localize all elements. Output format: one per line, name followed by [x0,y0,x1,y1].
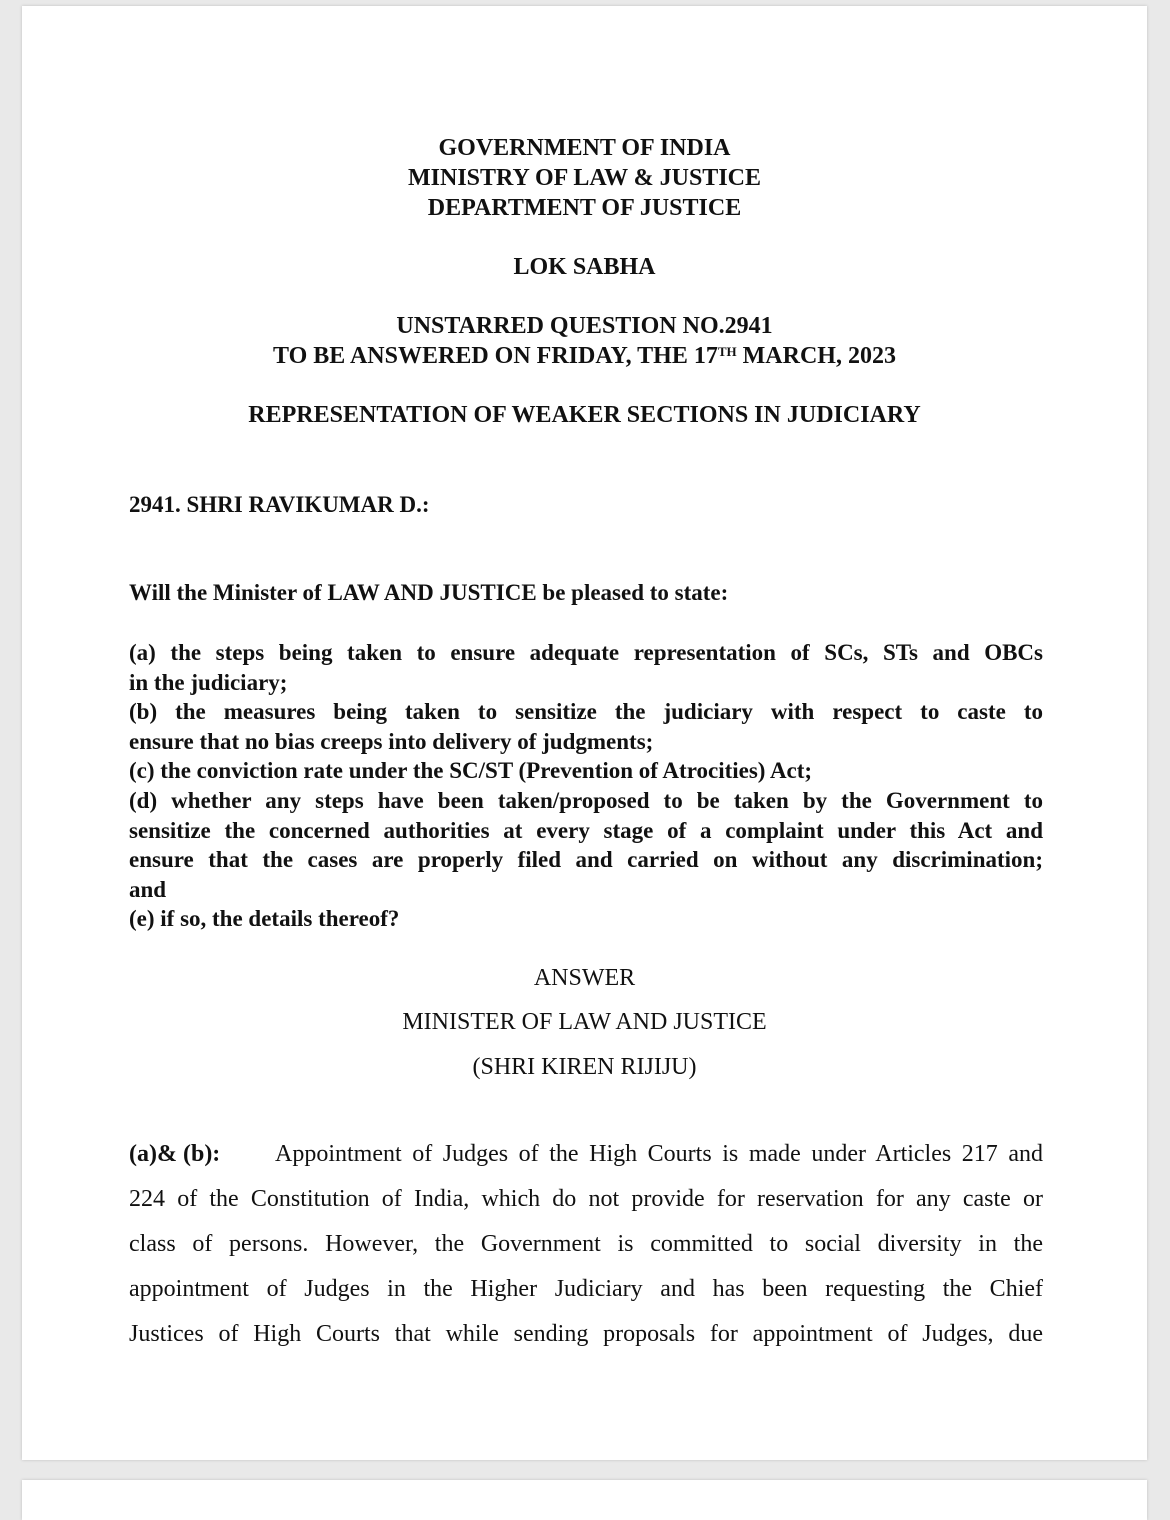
question-intro: Will the Minister of LAW AND JUSTICE be pleased to state: [129,580,729,605]
question-line: (b) the measures being taken to sensitize the judiciary with respect to caste to [129,699,1043,724]
header-ministry: MINISTRY OF LAW & JUSTICE [408,165,761,191]
answer-date-prefix: TO BE ANSWERED ON FRIDAY, THE 17 [273,343,718,369]
answer-first-line [129,1139,1043,1169]
header-government: GOVERNMENT OF INDIA [438,135,731,161]
next-page-edge [22,1480,1147,1520]
question-line: ensure that the cases are properly filed and carried on without any discrimination; [129,847,1043,872]
question-asker: 2941. SHRI RAVIKUMAR D.: [129,492,430,517]
question-line: (c) the conviction rate under the SC/ST (Prevention of Atrocities) Act; [129,758,813,783]
answer-date-suffix: MARCH, 2023 [736,343,896,369]
question-line: in the judiciary; [129,670,288,695]
answer-minister-title: MINISTER OF LAW AND JUSTICE [402,1009,767,1035]
question-subject: REPRESENTATION OF WEAKER SECTIONS IN JUDICIARY [248,402,921,428]
header-department: DEPARTMENT OF JUSTICE [427,195,742,221]
answer-label: (a)& (b): [129,1141,221,1167]
answer-line: class of persons. However, the Government is committed to social diversity in the [129,1231,1043,1257]
question-line: (e) if so, the details thereof? [129,906,400,931]
answer-line: 224 of the Constitution of India, which do not provide for reservation for any caste or [129,1186,1043,1212]
question-line: ensure that no bias creeps into delivery of judgments; [129,729,654,754]
question-line: (d) whether any steps have been taken/proposed to be taken by the Government to [129,788,1043,813]
question-line: and [129,877,167,902]
answer-line: Justices of High Courts that while sending proposals for appointment of Judges, due [129,1321,1043,1347]
header-answer-date [22,341,1147,371]
answer-minister-name: (SHRI KIREN RIJIJU) [472,1054,697,1080]
answer-line: Appointment of Judges of the High Courts is made under Articles 217 and [275,1141,1043,1167]
question-line: sensitize the concerned authorities at every stage of a complaint under this Act and [129,818,1043,843]
document-page [22,6,1147,1460]
question-line: (a) the steps being taken to ensure adequate representation of SCs, STs and OBCs [129,640,1043,665]
header-question-number: UNSTARRED QUESTION NO.2941 [396,313,773,339]
header-house: LOK SABHA [513,254,656,280]
answer-heading: ANSWER [533,965,636,991]
answer-line: appointment of Judges in the Higher Judiciary and has been requesting the Chief [129,1276,1043,1302]
answer-date-superscript: TH [717,344,737,359]
